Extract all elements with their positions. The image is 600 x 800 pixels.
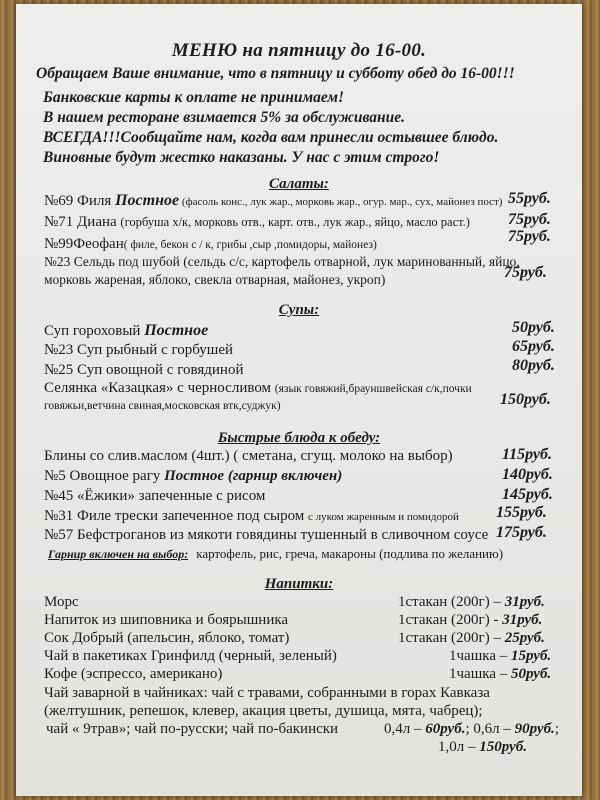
price: 55руб. xyxy=(508,190,551,207)
list-item: №57 Бефстроганов из мякоти говядины тушенный в сливочном соусе xyxy=(44,527,489,543)
price: 75руб. xyxy=(508,211,551,228)
price: 150руб. xyxy=(500,391,551,408)
price: 75руб. xyxy=(504,264,547,281)
price: 65руб. xyxy=(512,338,555,355)
drink-volume-price: 1стакан (200г) – 25руб. xyxy=(398,630,545,646)
price: 50руб. xyxy=(512,319,555,336)
list-item-continuation: (желтушник, репешок, клевер, акация цветы, душица, мята, чабрец); xyxy=(44,703,483,719)
price: 115руб. xyxy=(502,446,552,463)
price: 175руб. xyxy=(496,524,547,541)
list-item: №23 Суп рыбный с горбушей xyxy=(44,342,234,358)
list-item-continuation: морковь жареная, яблоко, свекла отварная, майонез, укроп) xyxy=(44,272,386,287)
list-item: Напиток из шиповника и боярышника xyxy=(44,612,289,628)
price: 155руб. xyxy=(496,504,547,521)
list-item: №45 «Ёжики» запеченные с рисом xyxy=(44,488,266,504)
notice-lunch-hours: Обращаем Ваше внимание, что в пятницу и субботу обед до 16-00!!! xyxy=(36,65,515,82)
notice-cold-dish: ВСЕГДА!!!Сообщайте нам, когда вам принесли остывшее блюдо. xyxy=(43,129,499,146)
list-item: Блины со слив.маслом (4шт.) ( сметана, сгущ. молоко на выбор) xyxy=(44,448,453,464)
list-item: Сок Добрый (апельсин, яблоко, томат) xyxy=(44,630,290,646)
list-item: №31 Филе трески запеченное под сыром с луком жаренным и помидорой xyxy=(44,508,459,524)
drink-volume-price: 1стакан (200г) - 31руб. xyxy=(398,612,543,628)
price: 140руб. xyxy=(502,466,553,483)
drink-volume-price: 1стакан (200г) – 31руб. xyxy=(398,594,545,610)
section-title-salads: Салаты: xyxy=(269,176,329,192)
drink-volume-price: 1чашка – 50руб. xyxy=(449,666,552,682)
section-title-drinks: Напитки: xyxy=(264,576,334,592)
drink-volume-price: 1чашка – 15руб. xyxy=(449,648,552,664)
list-item: №23 Сельдь под шубой (сельдь с/с, картофель отварной, лук маринованный, яйцо, xyxy=(44,254,520,269)
page-title: МЕНЮ на пятницу до 16-00. xyxy=(171,40,427,61)
notice-service-fee: В нашем ресторане взимается 5% за обслуживание. xyxy=(43,109,406,126)
garnish-note: Гарнир включен на выбор: картофель, рис, греча, макароны (подлива по желанию) xyxy=(48,546,504,561)
list-item: Морс xyxy=(44,594,79,610)
notice-no-cards: Банковские карты к оплате не принимаем! xyxy=(43,89,345,106)
list-item: №99Феофан( филе, бекон с / к, грибы ,сыр ,помидоры, майонез) xyxy=(44,236,377,252)
menu-sheet xyxy=(16,4,582,796)
section-title-soups: Супы: xyxy=(278,302,320,318)
notice-strict: Виновные будут жестко наказаны. У нас с этим строго! xyxy=(43,149,440,166)
list-item: Чай в пакетиках Гринфилд (черный, зеленый) xyxy=(44,648,337,664)
list-item: Кофе (эспрессо, американо) xyxy=(44,666,223,682)
list-item: Чай заварной в чайниках: чай с травами, собранными в горах Кавказа xyxy=(44,685,490,701)
list-item: №71 Диана (горбуша х/к, морковь отв., карт. отв., лук жар., яйцо, масло раст.) xyxy=(44,214,470,230)
list-item-continuation: чай « 9трав»; чай по-русски; чай по-бакински xyxy=(46,721,339,737)
section-title-fast-dishes: Быстрые блюда к обеду: xyxy=(217,430,381,446)
price: 80руб. xyxy=(512,357,555,374)
list-item: №69 Филя Постное (фасоль конс., лук жар., морковь жар., огур. мар., сух, майонез пост) xyxy=(44,192,503,209)
list-item: №25 Суп овощной с говядиной xyxy=(44,362,244,378)
price: 145руб. xyxy=(502,486,553,503)
tea-volume-price: 0,4л – 60руб.; 0,6л – 90руб.; xyxy=(384,721,559,737)
list-item: Суп гороховый Постное xyxy=(44,322,209,339)
list-item: Селянка «Казацкая» с черносливом (язык говяжий,брауншвейская с/к,почки xyxy=(44,380,472,396)
price: 75руб. xyxy=(508,228,551,245)
list-item: №5 Овощное рагу Постное (гарнир включен) xyxy=(44,468,343,484)
tea-volume-price: 1,0л – 150руб. xyxy=(438,739,527,755)
list-item-continuation: говяжьи,ветчина свиная,московская втк,суджук) xyxy=(44,400,281,412)
